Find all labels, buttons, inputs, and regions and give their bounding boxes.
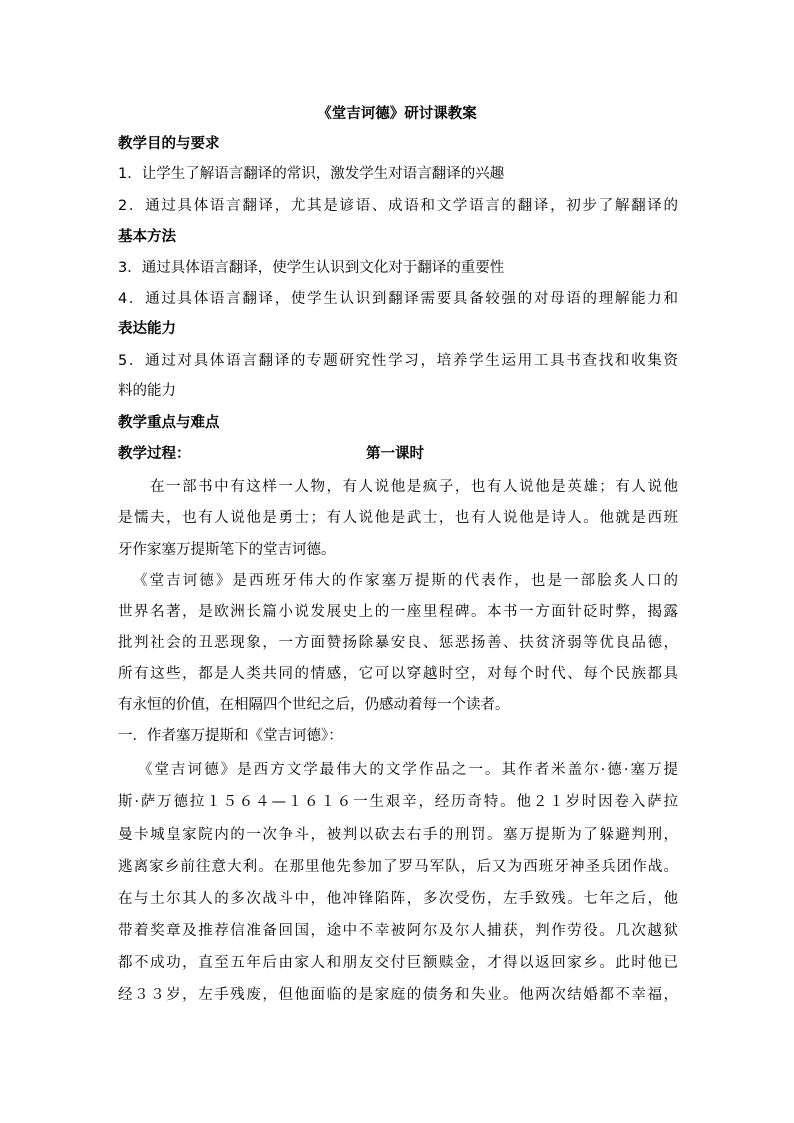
work-paragraph-line: 世界名著，是欧洲长篇小说发展史上的一座里程碑。本书一方面针砭时弊，揭露 <box>118 604 678 620</box>
intro-paragraph-line: 在一部书中有这样一人物，有人说他是疯子，也有人说他是英雄；有人说他 <box>150 479 678 495</box>
goal-item-5: 5．通过对具体语言翻译的专题研究性学习，培养学生运用工具书查找和收集资 <box>118 353 678 369</box>
document-title: 《堂吉诃德》研讨课教案 <box>317 106 477 122</box>
author-paragraph-line: 斯·萨万德拉１５６４—１６１６一生艰辛，经历奇特。他２１岁时因卷入萨拉 <box>118 794 678 810</box>
goal-item-4-continuation: 表达能力 <box>118 321 176 337</box>
section-heading-goals: 教学目的与要求 <box>118 136 220 152</box>
intro-paragraph-line: 是懦夫，也有人说他是勇士；有人说他是武士，也有人说他是诗人。他就是西班 <box>118 510 678 526</box>
goal-item-3: 3．通过具体语言翻译，使学生认识到文化对于翻译的重要性 <box>118 260 505 276</box>
goal-item-5-continuation: 料的能力 <box>118 383 176 399</box>
author-paragraph-line: 都不成功，直至五年后由家人和朋友交付巨额赎金，才得以返回家乡。此时他已 <box>118 955 678 971</box>
work-paragraph-line: 有永恒的价值，在相隔四个世纪之后，仍感动着每一个读者。 <box>118 697 510 713</box>
author-paragraph-line: 《堂吉诃德》是西方文学最伟大的文学作品之一。其作者米盖尔·德·塞万提 <box>138 762 678 778</box>
goal-item-2-continuation: 基本方法 <box>118 229 176 245</box>
work-paragraph-line: 批判社会的丑恶现象，一方面赞扬除暴安良、惩恶扬善、扶贫济弱等优良品德， <box>118 635 678 651</box>
intro-paragraph-line: 牙作家塞万提斯笔下的堂吉诃德。 <box>118 542 336 558</box>
author-paragraph-line: 带着奖章及推荐信准备回国，途中不幸被阿尔及尔人捕获，判作劳役。几次越狱 <box>118 923 678 939</box>
goal-item-2: 2．通过具体语言翻译，尤其是谚语、成语和文学语言的翻译，初步了解翻译的 <box>118 198 678 214</box>
author-paragraph-line: 经３３岁，左手残废，但他面临的是家庭的债务和失业。他两次结婚都不幸福， <box>118 987 678 1003</box>
section-heading-key-points: 教学重点与难点 <box>118 415 220 431</box>
process-label: 教学过程： <box>118 446 191 462</box>
section-heading-author: 一．作者塞万提斯和《堂吉诃德》： <box>118 728 343 744</box>
goal-item-1: 1．让学生了解语言翻译的常识，激发学生对语言翻译的兴趣 <box>118 166 505 182</box>
author-paragraph-line: 曼卡城皇家院内的一次争斗，被判以砍去右手的刑罚。塞万提斯为了躲避判刑， <box>118 827 678 843</box>
work-paragraph-line: 所有这些，都是人类共同的情感，它可以穿越时空，对每个时代、每个民族都具 <box>118 666 678 682</box>
author-paragraph-line: 逃离家乡前往意大利。在那里他先参加了罗马军队，后又为西班牙神圣兵团作战。 <box>118 859 678 875</box>
goal-item-4: 4．通过具体语言翻译，使学生认识到翻译需要具备较强的对母语的理解能力和 <box>118 291 678 307</box>
work-paragraph-line: 《堂吉诃德》是西班牙伟大的作家塞万提斯的代表作，也是一部脍炙人口的 <box>133 573 678 589</box>
lesson-title: 第一课时 <box>366 446 424 462</box>
author-paragraph-line: 在与土尔其人的多次战斗中，他冲锋陷阵，多次受伤，左手致残。七年之后，他 <box>118 891 678 907</box>
